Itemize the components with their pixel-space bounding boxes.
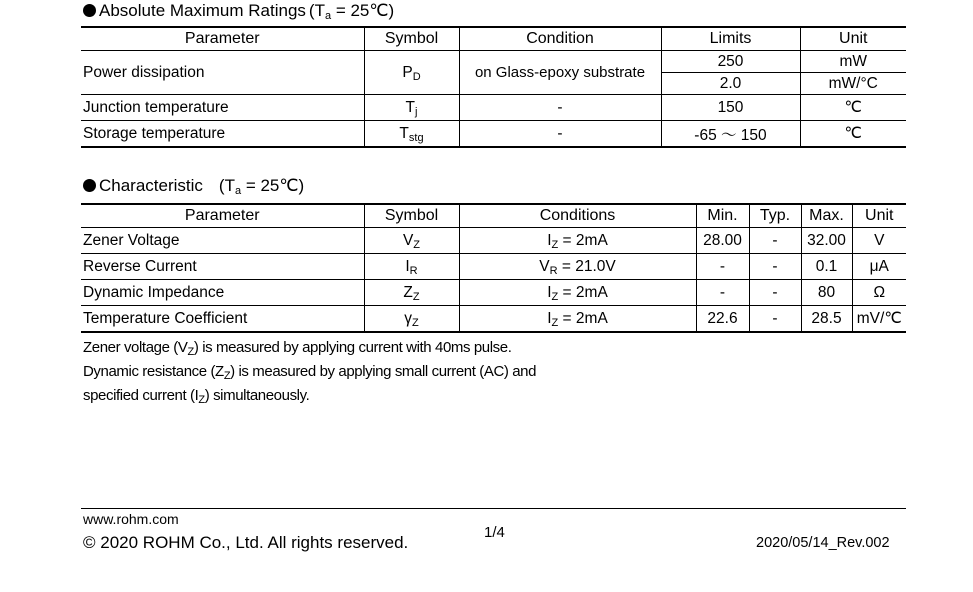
limit-cell: 150: [661, 95, 800, 121]
table-header-row: [81, 204, 906, 228]
col-parameter: Parameter: [81, 204, 364, 228]
table-row: [81, 306, 906, 333]
conditions-cell: $V_R = 21.0V$: [459, 254, 696, 280]
typ-cell: -: [749, 280, 801, 306]
characteristic-table: [81, 203, 906, 333]
col-conditions: Conditions: [459, 204, 696, 228]
table-header-row: [81, 27, 906, 51]
table-row: [81, 51, 906, 73]
unit-cell: Ω: [852, 280, 906, 306]
conditions-cell: $I_Z = 2mA$: [459, 306, 696, 333]
param-cell: Storage temperature: [81, 121, 364, 148]
max-cell: 80: [801, 280, 852, 306]
footer-copyright: © 2020 ROHM Co., Ltd. All rights reserved.: [83, 533, 409, 552]
condition-cell: on Glass-epoxy substrate: [459, 51, 661, 95]
param-cell: Temperature Coefficient: [81, 306, 364, 333]
note-specified-current: specified current $(I_Z)$ simultaneously.: [83, 387, 310, 406]
col-limits: Limits: [661, 27, 800, 51]
col-unit: Unit: [800, 27, 906, 51]
conditions-cell: $I_Z = 2mA$: [459, 228, 696, 254]
conditions-cell: $I_Z = 2mA$: [459, 280, 696, 306]
table-row: [81, 280, 906, 306]
limit-cell: 250: [661, 51, 800, 73]
col-typ: Typ.: [749, 204, 801, 228]
condition-cell: -: [459, 95, 661, 121]
param-cell: Dynamic Impedance: [81, 280, 364, 306]
footer-website: www.rohm.com: [83, 511, 179, 527]
col-min: Min.: [696, 204, 749, 228]
footer-revision: 2020/05/14_Rev.002: [756, 535, 890, 551]
symbol-cell: $\gamma_Z$: [364, 306, 459, 333]
col-max: Max.: [801, 204, 852, 228]
abs-max-table: [81, 26, 906, 148]
param-cell: Zener Voltage: [81, 228, 364, 254]
table-row: [81, 254, 906, 280]
param-cell: Junction temperature: [81, 95, 364, 121]
bullet-icon: [83, 4, 96, 17]
unit-cell: mV/℃: [852, 306, 906, 333]
characteristic-title: Characteristic ($T_a$ = 25℃): [83, 176, 304, 196]
symbol-cell: $I_R$: [364, 254, 459, 280]
unit-cell: V: [852, 228, 906, 254]
unit-cell: mW/°C: [800, 73, 906, 95]
unit-cell: μA: [852, 254, 906, 280]
abs-max-title: Absolute Maximum Ratings ($T_a$ = 25℃): [83, 1, 394, 21]
min-cell: -: [696, 280, 749, 306]
min-cell: 22.6: [696, 306, 749, 333]
min-cell: 28.00: [696, 228, 749, 254]
col-condition: Condition: [459, 27, 661, 51]
typ-cell: -: [749, 306, 801, 333]
col-symbol: Symbol: [364, 27, 459, 51]
table-row: [81, 121, 906, 148]
table-row: [81, 95, 906, 121]
col-unit: Unit: [852, 204, 906, 228]
max-cell: 0.1: [801, 254, 852, 280]
table-row: [81, 228, 906, 254]
unit-cell: ℃: [800, 95, 906, 121]
param-cell: Reverse Current: [81, 254, 364, 280]
bullet-icon: [83, 179, 96, 192]
param-cell: Power dissipation: [81, 51, 364, 95]
limit-cell: 2.0: [661, 73, 800, 95]
symbol-cell: $T_{stg}$: [364, 121, 459, 148]
footer-page-number: 1/4: [484, 524, 505, 541]
condition-cell: -: [459, 121, 661, 148]
max-cell: 32.00: [801, 228, 852, 254]
symbol-cell: $V_Z$: [364, 228, 459, 254]
symbol-cell: $T_j$: [364, 95, 459, 121]
symbol-cell: $P_D$: [364, 51, 459, 95]
max-cell: 28.5: [801, 306, 852, 333]
col-symbol: Symbol: [364, 204, 459, 228]
unit-cell: mW: [800, 51, 906, 73]
unit-cell: ℃: [800, 121, 906, 148]
note-dynamic-resistance: Dynamic resistance $(Z_Z)$ is measured by applying small current (AC) and: [83, 363, 537, 382]
typ-cell: -: [749, 228, 801, 254]
footer-divider: [81, 508, 906, 509]
min-cell: -: [696, 254, 749, 280]
note-zener-voltage: Zener voltage $(V_Z)$ is measured by applying current with 40ms pulse.: [83, 339, 512, 358]
col-parameter: Parameter: [81, 27, 364, 51]
limit-cell: -65 ～ 150: [661, 121, 800, 148]
symbol-cell: $Z_Z$: [364, 280, 459, 306]
typ-cell: -: [749, 254, 801, 280]
